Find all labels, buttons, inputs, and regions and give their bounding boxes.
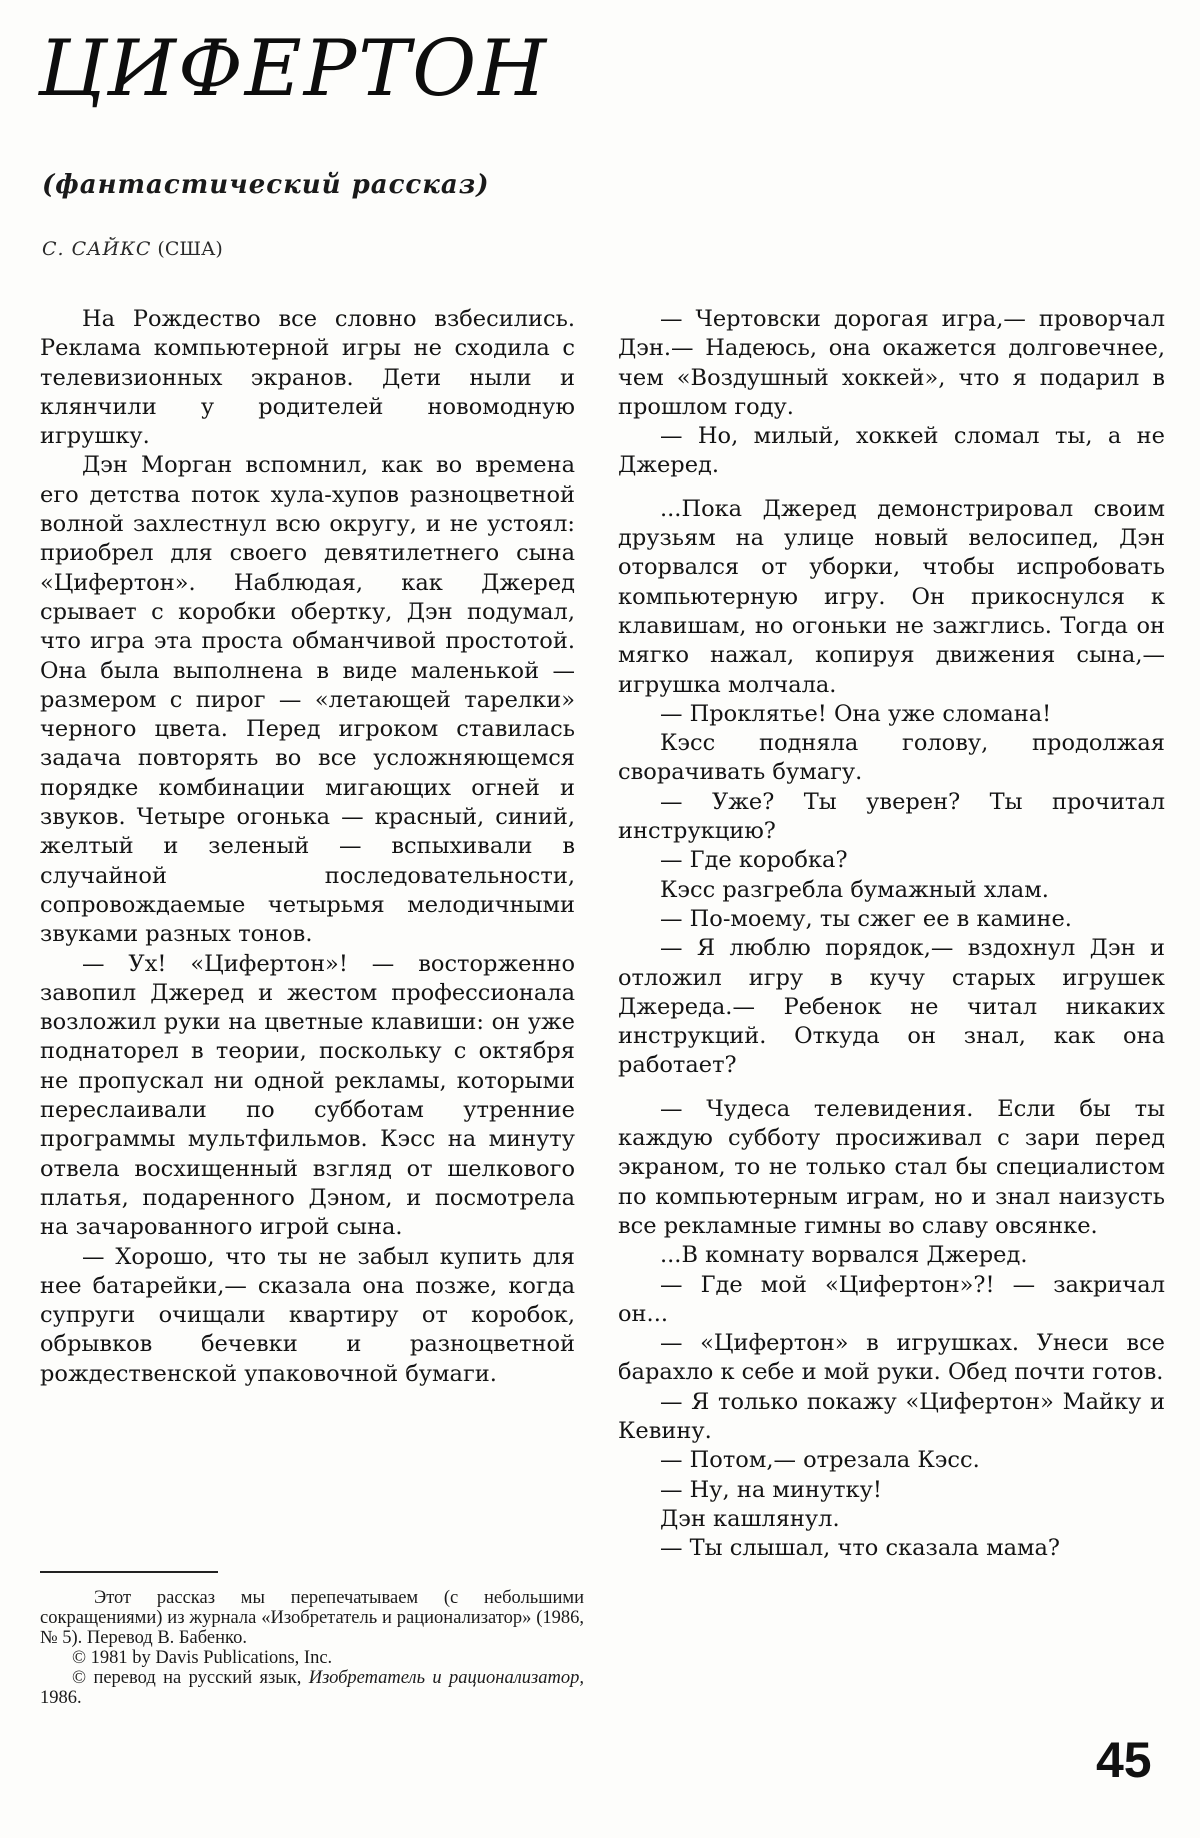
paragraph: — Где коробка? — [660, 847, 848, 874]
paragraph: Дэн кашлянул. — [660, 1505, 840, 1532]
paragraph: — По-моему, ты сжег ее в камине. — [660, 905, 1072, 932]
footnote — [40, 1588, 584, 1708]
paragraph: На Рождество все словно взбесились. Реклама компьютерной игры не сходила с телевизионных экранов. Дети ныли и клянчили у родителей новомодную игрушку. — [40, 306, 575, 450]
author-line — [42, 238, 223, 260]
author-country: (США) — [157, 238, 223, 260]
paragraph: — Проклятье! Она уже сломана! — [660, 700, 1052, 727]
paragraph: Кэсс разгребла бумажный хлам. — [660, 876, 1049, 903]
paragraph: — Я люблю порядок,— вздохнул Дэн и отложил игру в кучу старых игрушек Джереда.— Ребенок не читал никаких инструкций. Откуда он знал, как она работает? — [618, 935, 1165, 1079]
paragraph: — Ты слышал, что сказала мама? — [660, 1535, 1060, 1562]
footnote-divider — [40, 1571, 218, 1573]
paragraph: Дэн Морган вспомнил, как во времена его детства поток хула-хупов разноцветной волной захлестнул всю округу, и не устоял: приобрел для своего девятилетнего сына «Цифертон». Наблюдая, как Джеред срывает с коробки обертку, Дэн подумал, что игра эта проста обманчивой простотой. Она была выполнена в виде маленькой — размером с пирог — «летающей тарелки» черного цвета. Перед игроком ставилась задача повторять во все усложняющемся порядке комбинации мигающих огней и звуков. Четыре огонька — красный, синий, желтый и зеленый — вспыхивали в случайной последовательности, сопровождаемые четырьмя мелодичными звуками разных тонов. — [40, 452, 575, 948]
copyright-translation — [40, 1668, 584, 1708]
paragraph: — Чудеса телевидения. Если бы ты каждую субботу просиживал с зари перед экраном, то не только стал бы специалистом по компьютерным играм, но и знал наизусть все рекламные гимны во славу овсянке. — [618, 1095, 1165, 1239]
paragraph: — Чертовски дорогая игра,— проворчал Дэн.— Надеюсь, она окажется долговечнее, чем «Воздушный хоккей», что я подарил в прошлом году. — [618, 306, 1165, 420]
page-number: 45 — [1096, 1732, 1152, 1788]
right-column — [618, 305, 1165, 1563]
paragraph: — Хорошо, что ты не забыл купить для нее батарейки,— сказала она позже, когда супруги очищали квартиру от коробок, обрывков бечевки и разноцветной рождественской упаковочной бумаги. — [40, 1243, 575, 1387]
copyright-original: © 1981 by Davis Publications, Inc. — [72, 1648, 333, 1668]
copyright-year: 1986. — [40, 1688, 82, 1708]
paragraph: — Ух! «Цифертон»! — восторженно завопил Джеред и жестом профессионала возложил руки на цветные клавиши: он уже поднаторел в теории, поскольку с октября не пропускал ни одной рекламы, которыми переслаивали по субботам утренние программы мультфильмов. Кэсс на минуту отвела восхищенный взгляд от шелкового платья, подаренного Дэном, и посмотрела на зачарованного игрой сына. — [40, 950, 575, 1241]
story-subtitle: (фантастический рассказ) — [42, 170, 490, 200]
paragraph: — «Цифертон» в игрушках. Унеси все барахло к себе и мой руки. Обед почти готов. — [618, 1330, 1165, 1386]
paragraph: ...В комнату ворвался Джеред. — [660, 1242, 1028, 1269]
paragraph: Кэсс подняла голову, продолжая сворачивать бумагу. — [618, 730, 1165, 786]
paragraph: — Уже? Ты уверен? Ты прочитал инструкцию? — [618, 788, 1165, 845]
copyright-translation-prefix: © перевод на русский язык, — [72, 1668, 302, 1688]
paragraph: — Но, милый, хоккей сломал ты, а не Джеред. — [618, 423, 1165, 479]
paragraph: — Я только покажу «Цифертон» Майку и Кевину. — [618, 1388, 1165, 1444]
paragraph: — Ну, на минутку! — [660, 1476, 882, 1503]
footnote-text: Этот рассказ мы перепечатываем (с небольшими сокращениями) из журнала «Изобретатель и рационализатор» (1986, № 5). Перевод В. Бабенко. — [40, 1588, 584, 1648]
paragraph: — Где мой «Цифертон»?! — закричал он... — [618, 1271, 1165, 1327]
paragraph: ...Пока Джеред демонстрировал своим друзьям на улице новый велосипед, Дэн оторвался от уборки, чтобы испробовать компьютерную игру. Он прикоснулся к клавишам, но огоньки не зажглись. Тогда он мягко нажал, копируя движения сына,— игрушка молчала. — [618, 495, 1165, 698]
copyright-journal: Изобретатель и рационализатор, — [308, 1668, 584, 1688]
story-title: ЦИФЕРТОН — [38, 24, 549, 114]
author-name: С. САЙКС — [42, 238, 152, 260]
paragraph: — Потом,— отрезала Кэсс. — [660, 1447, 980, 1474]
left-column — [40, 305, 575, 1389]
